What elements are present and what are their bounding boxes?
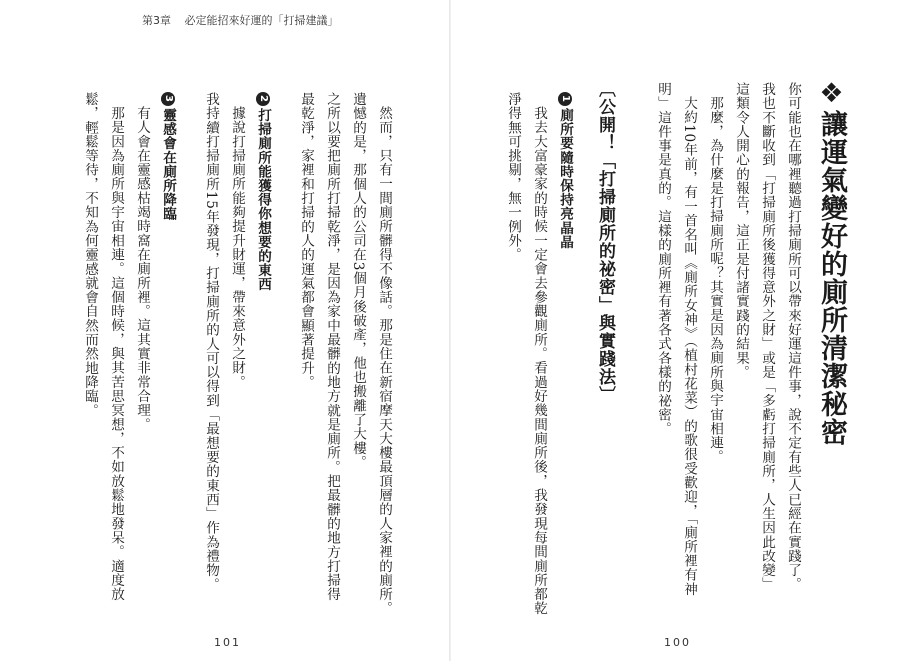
body-line: 有人會在靈感枯竭時窩在廁所裡。這其實非常合理。 (134, 106, 150, 432)
main-heading-text: 讓運氣變好的廁所清潔秘密 (816, 110, 847, 446)
chapter-label: 第3章 (142, 14, 171, 27)
subsection-title: 打掃廁所能獲得你想要的東西 (255, 108, 271, 292)
body-line: 那是因為廁所與宇宙相連。這個時候，與其苦思冥想，不如放鬆地發呆。適度放 (108, 106, 124, 602)
subsection-title: 廁所要隨時保持亮晶晶 (557, 108, 573, 249)
subsection-heading (255, 92, 270, 291)
chapter-title: 必定能招來好運的「打掃建議」 (184, 14, 339, 27)
intro-line: 我也不斷收到「打掃廁所後獲得意外之財」或是「多虧打掃廁所，人生因此改變」 (759, 82, 775, 592)
subsection-title: 靈感會在廁所降臨 (160, 108, 176, 221)
diamond-icon: ❖ (816, 78, 847, 110)
intro-line: 明」這件事是真的。這樣的廁所裡有著各式各樣的祕密。 (655, 82, 671, 436)
page-number-left: 101 (214, 636, 241, 649)
body-line: 據說打掃廁所能夠提升財運，帶來意外之財。 (229, 106, 245, 389)
body-line: 遺憾的是，那個人的公司在3個月後破產，他也搬離了大樓。 (350, 92, 366, 470)
page-gutter (449, 0, 451, 661)
number-badge-icon: 2 (256, 92, 270, 106)
intro-line: 大約10年前，有一首名叫《廁所女神》（植村花菜）的歌很受歡迎，「廁所裡有神 (681, 96, 697, 597)
body-line: 之所以要把廁所打掃乾淨，是因為家中最髒的地方就是廁所。把最髒的地方打掃得 (324, 92, 340, 602)
subsection-heading (557, 92, 572, 249)
body-line: 最乾淨，家裡和打掃的人的運氣都會顯著提升。 (298, 92, 314, 390)
main-heading (818, 78, 845, 446)
body-line: 我去大富豪家的時候一定會去參觀廁所。看過好幾間廁所後，我發現每間廁所都乾 (531, 106, 547, 616)
body-line: 然而，只有一間廁所髒得不像話。那是住在新宿摩天大樓最頂層的人家裡的廁所。 (376, 106, 392, 616)
page-number-right: 100 (664, 636, 691, 649)
body-line: 我持續打掃廁所15年發現，打掃廁所的人可以得到「最想要的東西」作為禮物。 (203, 92, 219, 592)
body-line: 淨得無可挑剔，無一例外。 (505, 92, 521, 262)
section-heading: 〔公開！「打掃廁所的祕密」與實踐法〕 (595, 80, 615, 404)
intro-line: 那麼，為什麼是打掃廁所呢？其實是因為廁所與宇宙相連。 (707, 96, 723, 464)
number-badge-icon: 1 (558, 92, 572, 106)
intro-line: 你可能也在哪裡聽過打掃廁所可以帶來好運這件事，說不定有些人已經在實踐了。 (785, 82, 801, 592)
running-header (142, 12, 349, 28)
subsection-heading (160, 92, 175, 221)
intro-line: 這類令人開心的報告，這正是付諸實踐的結果。 (733, 82, 749, 380)
number-badge-icon: 3 (161, 92, 175, 106)
body-line: 鬆，輕鬆等待，不知為何靈感就會自然而然地降臨。 (82, 92, 98, 418)
